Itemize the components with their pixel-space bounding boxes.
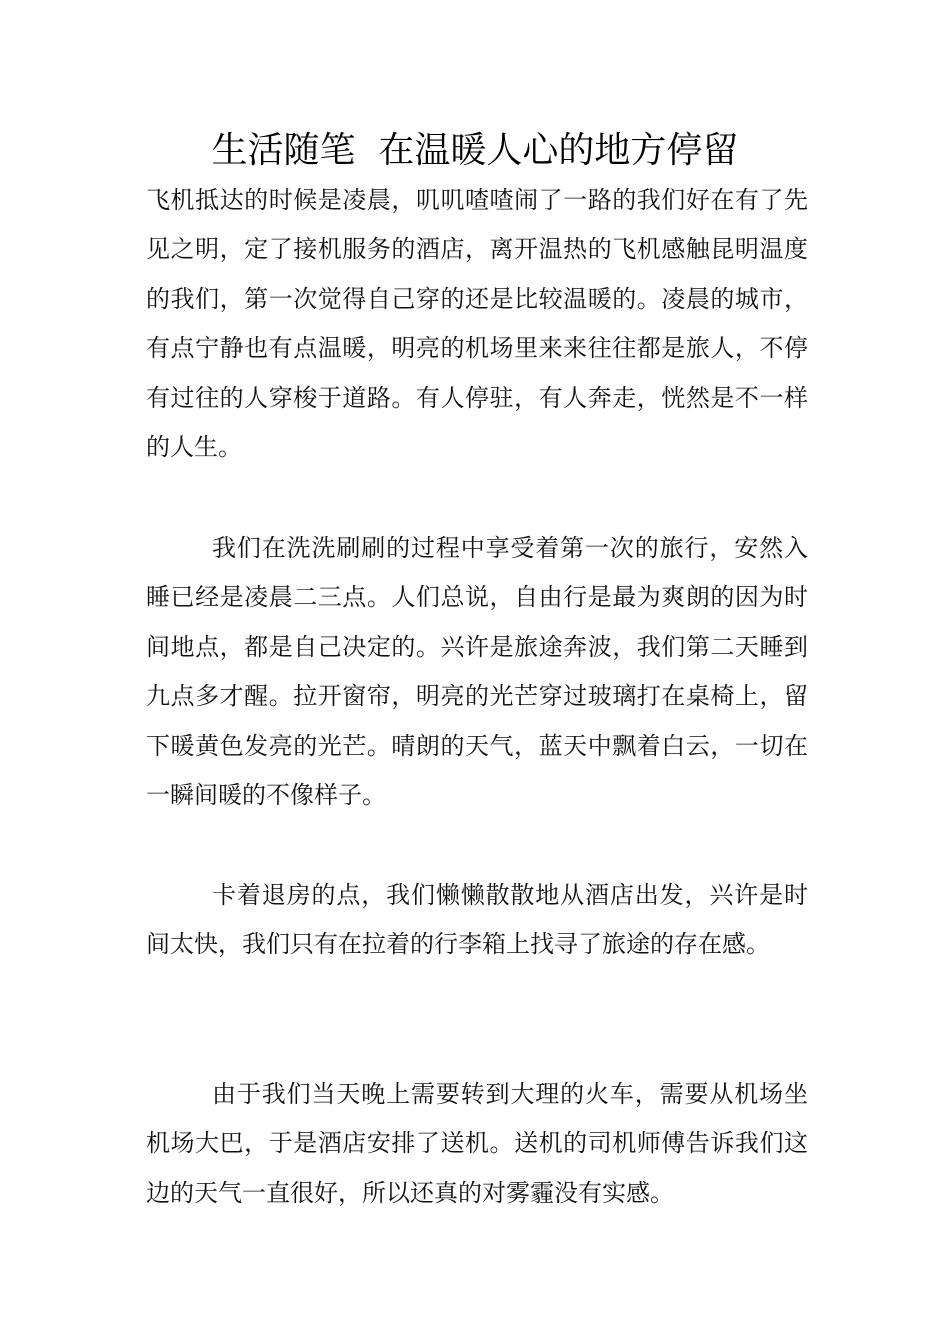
paragraph-4: 由于我们当天晚上需要转到大理的火车，需要从机场坐机场大巴，于是酒店安排了送机。送机的司机师傅告诉我们这边的天气一直很好，所以还真的对雾霾没有实感。	[146, 1080, 808, 1207]
paragraph-2: 我们在洗洗刷刷的过程中享受着第一次的旅行，安然入睡已经是凌晨二三点。人们总说，自由行是最为爽朗的因为时间地点，都是自己决定的。兴许是旅途奔波，我们第二天睡到九点多才醒。拉开窗帘，明亮的光芒穿过玻璃打在桌椅上，留下暖黄色发亮的光芒。晴朗的天气，蓝天中飘着白云，一切在一瞬间暖的不像样子。	[146, 534, 808, 810]
paragraph-3: 卡着退房的点，我们懒懒散散地从酒店出发，兴许是时间太快，我们只有在拉着的行李箱上找寻了旅途的存在感。	[146, 881, 808, 959]
document-title: 生活随笔 在温暖人心的地方停留	[211, 130, 739, 171]
paragraph-1: 飞机抵达的时候是凌晨，叽叽喳喳闹了一路的我们好在有了先见之明，定了接机服务的酒店，离开温热的飞机感触昆明温度的我们，第一次觉得自己穿的还是比较温暖的。凌晨的城市，有点宁静也有点温暖，明亮的机场里来来往往都是旅人，不停有过往的人穿梭于道路。有人停驻，有人奔走，恍然是不一样的人生。	[146, 186, 808, 462]
